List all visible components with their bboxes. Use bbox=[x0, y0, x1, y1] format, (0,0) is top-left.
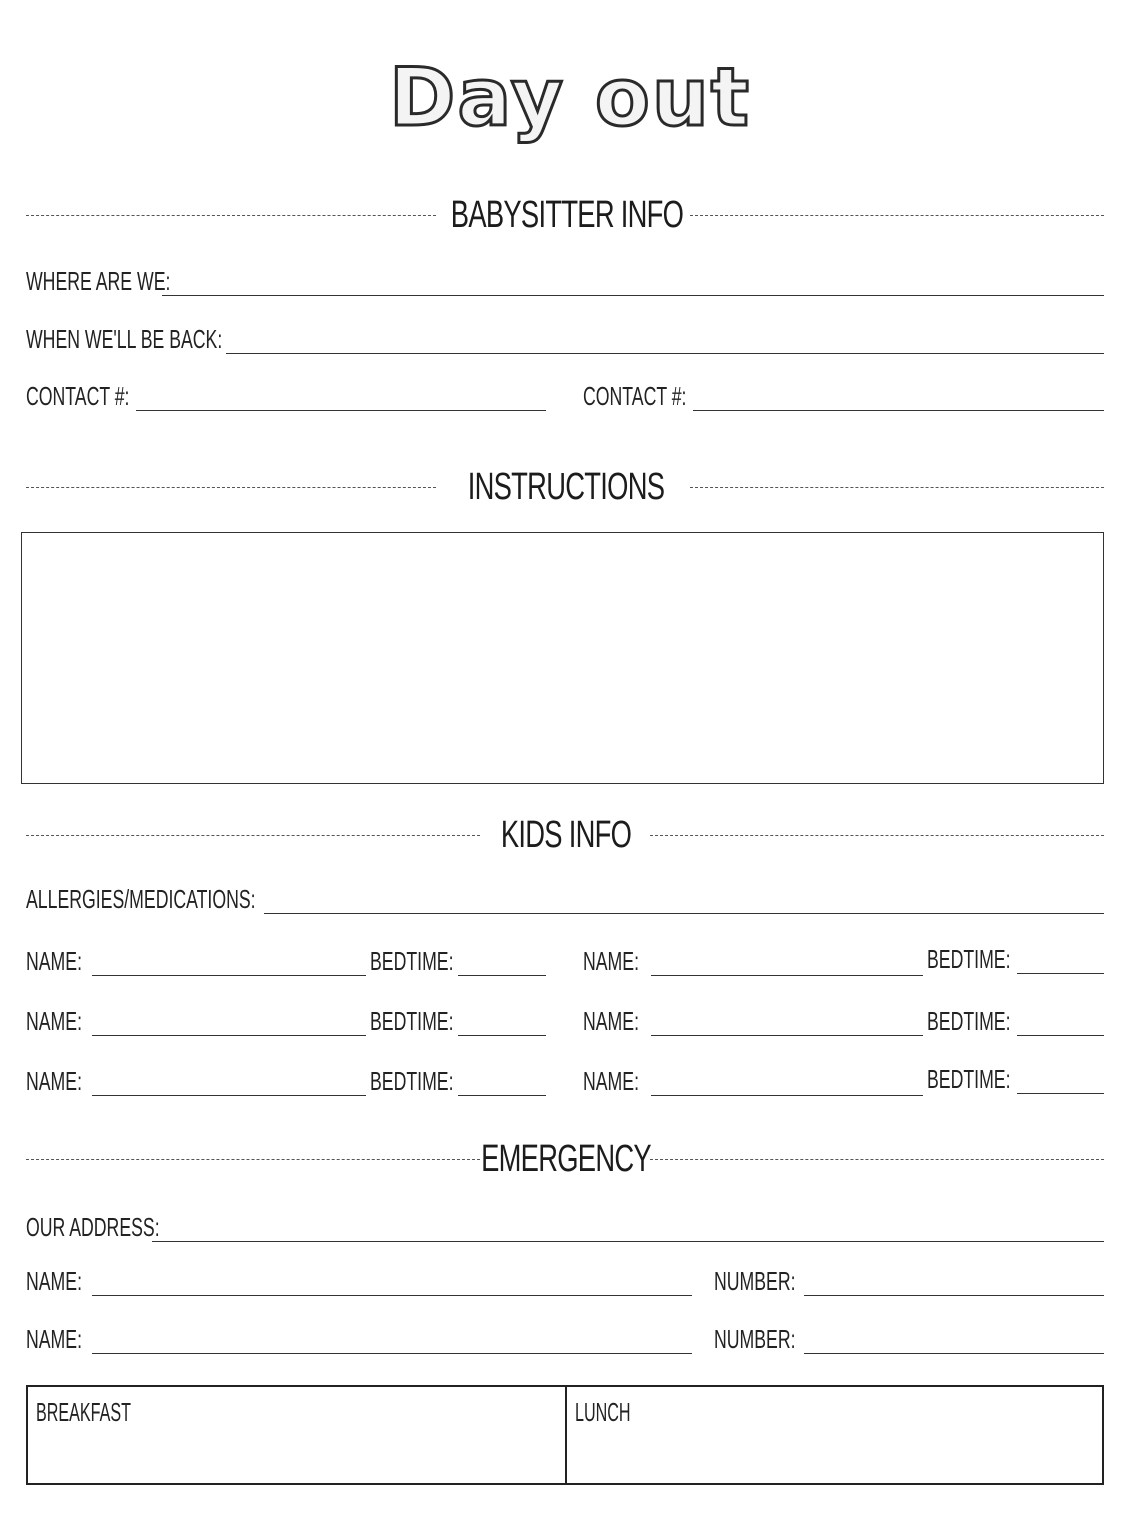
kid-bedtime-line[interactable] bbox=[458, 975, 546, 976]
kid-name-field[interactable] bbox=[583, 1002, 923, 1036]
breakfast-label: BREAKFAST bbox=[36, 1397, 131, 1427]
kid-name-field[interactable] bbox=[26, 1062, 366, 1096]
emergency-name-line[interactable] bbox=[92, 1353, 692, 1354]
contact-1-label: CONTACT #: bbox=[26, 381, 130, 411]
divider-left bbox=[26, 487, 436, 488]
emergency-name-field[interactable] bbox=[26, 1320, 692, 1354]
kid-name-field[interactable] bbox=[26, 1002, 366, 1036]
contact-2-line[interactable] bbox=[693, 410, 1104, 411]
kid-name-label: NAME: bbox=[26, 946, 82, 976]
when-back-field[interactable] bbox=[26, 320, 1104, 354]
contact-2-label: CONTACT #: bbox=[583, 381, 687, 411]
meals-box bbox=[26, 1385, 1104, 1485]
where-are-we-field[interactable] bbox=[26, 262, 1104, 296]
emergency-number-label: NUMBER: bbox=[714, 1324, 796, 1354]
kid-bedtime-line[interactable] bbox=[1017, 973, 1104, 974]
kid-name-label: NAME: bbox=[26, 1066, 82, 1096]
kids-heading: KIDS INFO bbox=[500, 814, 632, 856]
emergency-heading: EMERGENCY bbox=[481, 1138, 651, 1180]
kid-bedtime-field[interactable] bbox=[370, 1062, 546, 1096]
divider-right bbox=[650, 1159, 1104, 1160]
kid-bedtime-field[interactable] bbox=[370, 942, 546, 976]
lunch-label: LUNCH bbox=[575, 1397, 631, 1427]
where-are-we-line[interactable] bbox=[162, 295, 1104, 296]
kid-bedtime-label: BEDTIME: bbox=[927, 1006, 1011, 1036]
when-back-label: WHEN WE'LL BE BACK: bbox=[26, 324, 223, 354]
kid-name-line[interactable] bbox=[92, 1095, 366, 1096]
instructions-heading: INSTRUCTIONS bbox=[467, 466, 665, 508]
emergency-name-label: NAME: bbox=[26, 1324, 82, 1354]
divider-left bbox=[26, 835, 480, 836]
allergies-label: ALLERGIES/MEDICATIONS: bbox=[26, 884, 256, 914]
divider-right bbox=[690, 215, 1104, 216]
kid-name-line[interactable] bbox=[651, 1035, 923, 1036]
divider-right bbox=[690, 487, 1104, 488]
page-title: Day out bbox=[388, 51, 752, 144]
emergency-number-line[interactable] bbox=[804, 1353, 1104, 1354]
kid-bedtime-line[interactable] bbox=[458, 1095, 546, 1096]
kid-name-field[interactable] bbox=[583, 1062, 923, 1096]
kid-name-line[interactable] bbox=[92, 975, 366, 976]
emergency-number-field[interactable] bbox=[714, 1320, 1104, 1354]
kid-name-label: NAME: bbox=[583, 1066, 639, 1096]
emergency-name-field[interactable] bbox=[26, 1262, 692, 1296]
kid-bedtime-line[interactable] bbox=[1017, 1035, 1104, 1036]
kid-name-line[interactable] bbox=[651, 1095, 923, 1096]
allergies-field[interactable] bbox=[26, 880, 1104, 914]
kid-bedtime-label: BEDTIME: bbox=[370, 1006, 454, 1036]
kid-name-line[interactable] bbox=[651, 975, 923, 976]
kid-bedtime-line[interactable] bbox=[458, 1035, 546, 1036]
kid-bedtime-field[interactable] bbox=[927, 1060, 1104, 1094]
emergency-name-line[interactable] bbox=[92, 1295, 692, 1296]
lunch-box[interactable] bbox=[567, 1387, 1102, 1483]
section-header-emergency bbox=[26, 1134, 1104, 1184]
kid-bedtime-label: BEDTIME: bbox=[370, 946, 454, 976]
kid-bedtime-label: BEDTIME: bbox=[927, 944, 1011, 974]
emergency-number-line[interactable] bbox=[804, 1295, 1104, 1296]
divider-left bbox=[26, 1159, 480, 1160]
kid-bedtime-label: BEDTIME: bbox=[927, 1064, 1011, 1094]
section-header-kids bbox=[26, 810, 1104, 860]
kid-name-field[interactable] bbox=[26, 942, 366, 976]
divider-left bbox=[26, 215, 436, 216]
section-header-babysitter bbox=[26, 190, 1104, 240]
section-header-instructions bbox=[26, 462, 1104, 512]
emergency-number-field[interactable] bbox=[714, 1262, 1104, 1296]
emergency-number-label: NUMBER: bbox=[714, 1266, 796, 1296]
contact-1-line[interactable] bbox=[136, 410, 546, 411]
kid-bedtime-field[interactable] bbox=[927, 1002, 1104, 1036]
kid-name-line[interactable] bbox=[92, 1035, 366, 1036]
contact-2-field[interactable] bbox=[583, 377, 1104, 411]
our-address-label: OUR ADDRESS: bbox=[26, 1212, 160, 1242]
when-back-line[interactable] bbox=[226, 353, 1104, 354]
our-address-field[interactable] bbox=[26, 1208, 1104, 1242]
kid-bedtime-field[interactable] bbox=[927, 940, 1104, 974]
where-are-we-label: WHERE ARE WE: bbox=[26, 266, 171, 296]
kid-name-field[interactable] bbox=[583, 942, 923, 976]
contact-1-field[interactable] bbox=[26, 377, 546, 411]
divider-right bbox=[650, 835, 1104, 836]
kid-bedtime-field[interactable] bbox=[370, 1002, 546, 1036]
babysitter-heading: BABYSITTER INFO bbox=[450, 194, 684, 236]
kid-bedtime-line[interactable] bbox=[1017, 1093, 1104, 1094]
instructions-box[interactable] bbox=[21, 532, 1104, 784]
our-address-line[interactable] bbox=[152, 1241, 1104, 1242]
kid-name-label: NAME: bbox=[26, 1006, 82, 1036]
kid-name-label: NAME: bbox=[583, 1006, 639, 1036]
kid-bedtime-label: BEDTIME: bbox=[370, 1066, 454, 1096]
allergies-line[interactable] bbox=[264, 913, 1104, 914]
breakfast-box[interactable] bbox=[28, 1387, 567, 1483]
kid-name-label: NAME: bbox=[583, 946, 639, 976]
emergency-name-label: NAME: bbox=[26, 1266, 82, 1296]
